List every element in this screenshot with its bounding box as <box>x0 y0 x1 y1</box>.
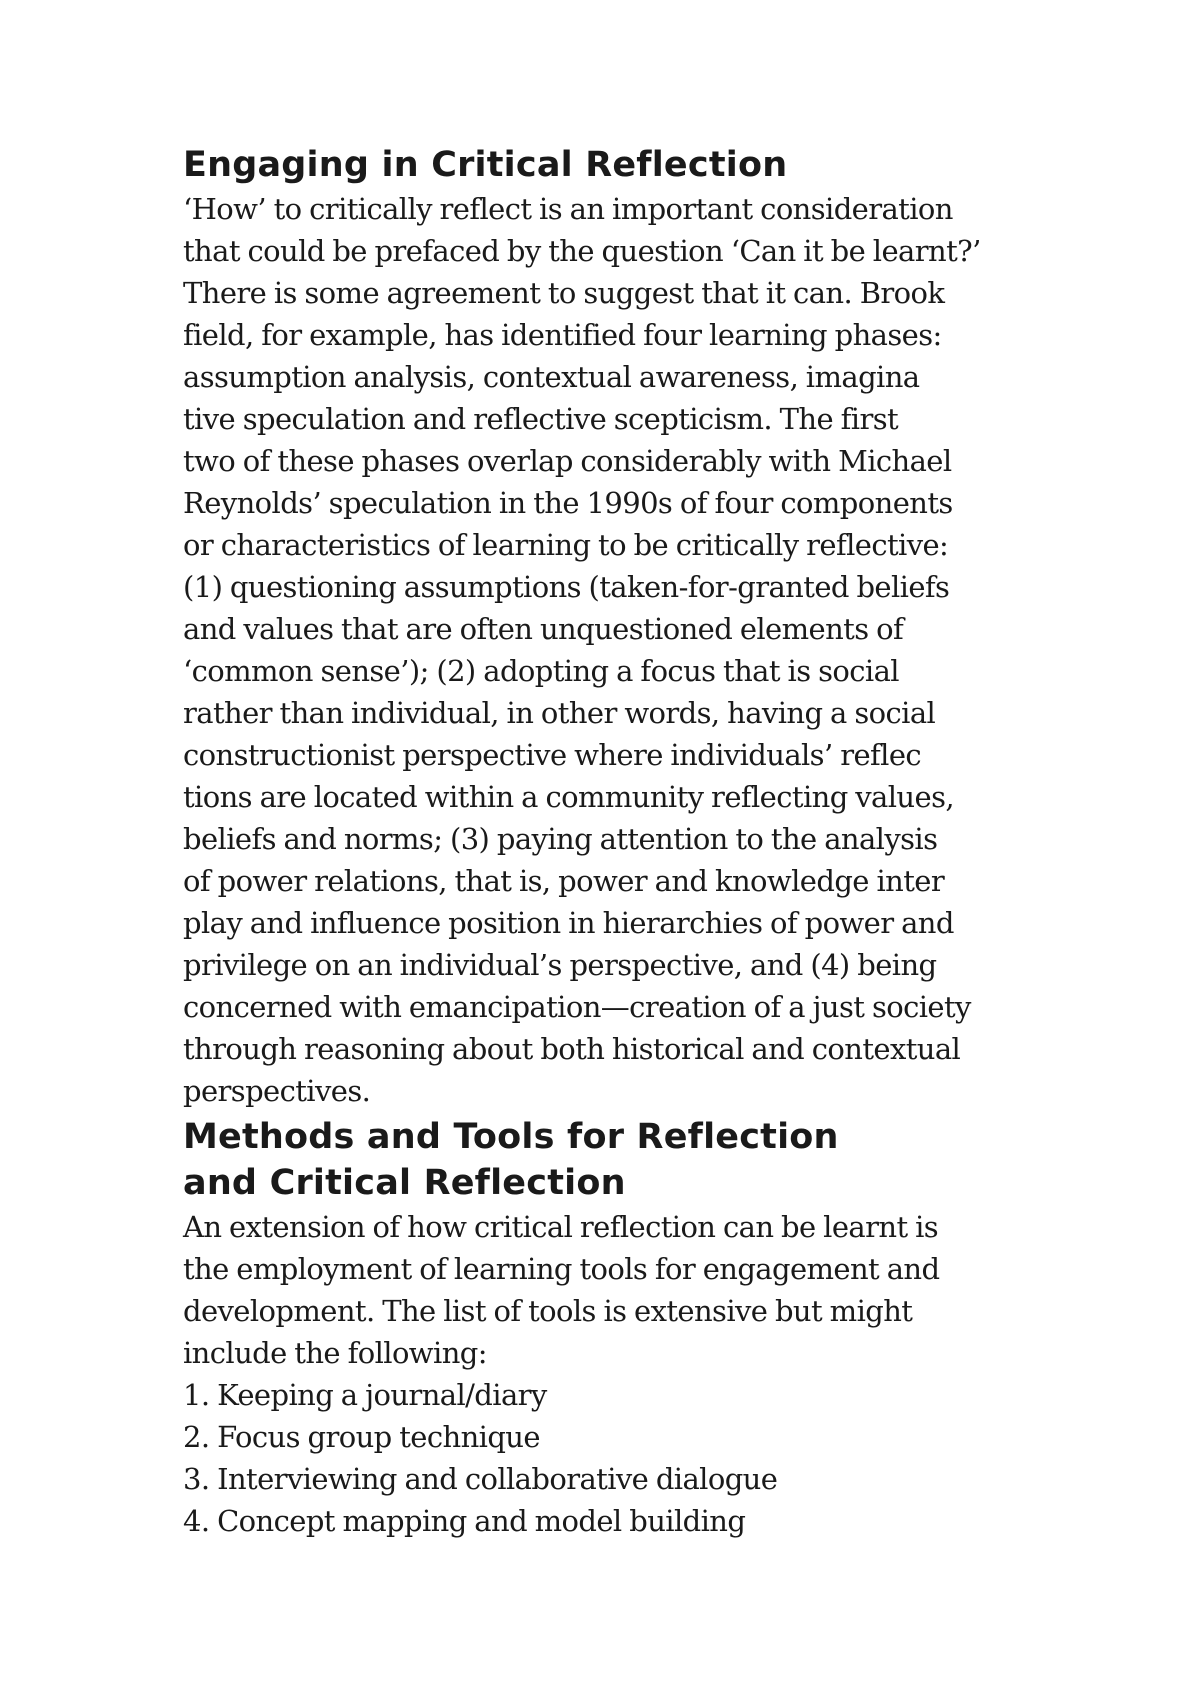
text-line: that could be prefaced by the question ‘Can it be learnt?’ <box>183 234 981 268</box>
text-line: constructionist perspective where individuals’ reflec <box>183 738 922 772</box>
section-heading <box>183 142 1063 188</box>
text-line: through reasoning about both historical and contextual <box>183 1032 961 1066</box>
text-line: (1) questioning assumptions (taken-for-granted beliefs <box>183 570 950 604</box>
text-line: of power relations, that is, power and knowledge inter <box>183 864 945 898</box>
text-line: assumption analysis, contextual awareness, imagina <box>183 360 920 394</box>
text-line: and values that are often unquestioned elements of <box>183 612 904 646</box>
text-line: tions are located within a community reflecting values, <box>183 780 954 814</box>
heading-line: Engaging in Critical Reflection <box>183 145 788 185</box>
document-page <box>183 142 1063 1542</box>
text-line: ‘common sense’); (2) adopting a focus that is social <box>183 654 899 688</box>
section-methods-and-tools <box>183 1114 1063 1542</box>
tools-list <box>183 1374 1063 1542</box>
text-line: concerned with emancipation—creation of a just society <box>183 990 971 1024</box>
text-line: development. The list of tools is extensive but might <box>183 1294 913 1328</box>
text-line: include the following: <box>183 1336 487 1370</box>
heading-line: Methods and Tools for Reflection <box>183 1117 839 1157</box>
text-line: ‘How’ to critically reflect is an important consideration <box>183 192 953 226</box>
text-line: Reynolds’ speculation in the 1990s of four components <box>183 486 953 520</box>
text-line: or characteristics of learning to be critically reflective: <box>183 528 949 562</box>
text-line: perspectives. <box>183 1074 371 1108</box>
text-line: tive speculation and reflective scepticism. The first <box>183 402 899 436</box>
text-line: two of these phases overlap considerably with Michael <box>183 444 952 478</box>
list-item: 4. Concept mapping and model building <box>183 1504 746 1538</box>
paragraph <box>183 188 1063 1112</box>
heading-line: and Critical Reflection <box>183 1163 626 1203</box>
text-line: the employment of learning tools for engagement and <box>183 1252 940 1286</box>
section-engaging-critical-reflection <box>183 142 1063 1112</box>
text-line: beliefs and norms; (3) paying attention to the analysis <box>183 822 938 856</box>
list-item: 3. Interviewing and collaborative dialogue <box>183 1462 778 1496</box>
section-heading <box>183 1114 1063 1206</box>
text-line: An extension of how critical reflection can be learnt is <box>183 1210 939 1244</box>
paragraph <box>183 1206 1063 1374</box>
text-line: field, for example, has identified four learning phases: <box>183 318 942 352</box>
list-item: 1. Keeping a journal/diary <box>183 1378 547 1412</box>
list-item: 2. Focus group technique <box>183 1420 540 1454</box>
text-line: There is some agreement to suggest that it can. Brook <box>183 276 945 310</box>
text-line: privilege on an individual’s perspective, and (4) being <box>183 948 937 982</box>
text-line: rather than individual, in other words, having a social <box>183 696 936 730</box>
text-line: play and influence position in hierarchies of power and <box>183 906 954 940</box>
